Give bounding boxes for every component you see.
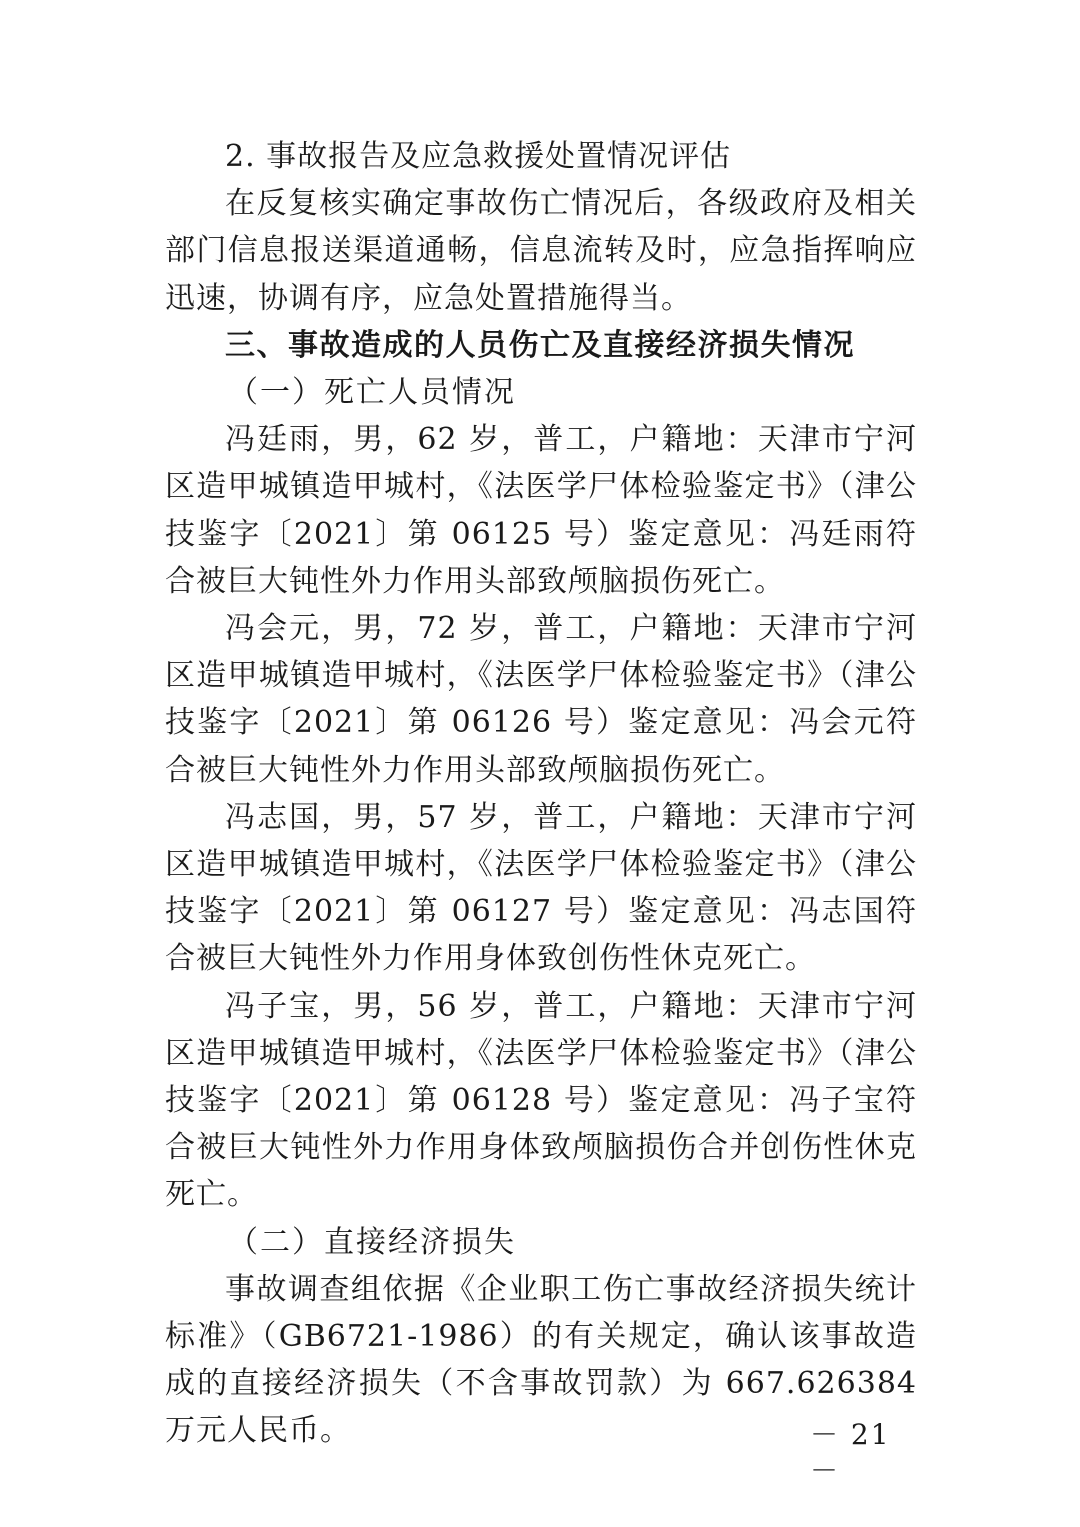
subheading-direct-economic-loss: （二）直接经济损失 bbox=[228, 1224, 516, 1260]
paragraph-victim-feng-huiyuan: 冯会元，男，72 岁，普工，户籍地：天津市宁河区造甲城镇造甲城村，《法医学尸体检验鉴定书》（津公技鉴字〔2021〕第 06126 号）鉴定意见：冯会元符合被巨大钝性外力作用头部致颅脑损伤死亡。 bbox=[165, 611, 917, 788]
section-heading-emergency-assessment: 2. 事故报告及应急救援处置情况评估 bbox=[225, 139, 732, 174]
document-body bbox=[165, 133, 917, 1455]
section-heading-casualties-losses: 三、事故造成的人员伤亡及直接经济损失情况 bbox=[225, 327, 855, 363]
subheading-deceased: （一）死亡人员情况 bbox=[228, 375, 516, 411]
paragraph-emergency-response: 在反复核实确定事故伤亡情况后，各级政府及相关部门信息报送渠道通畅，信息流转及时，应急指挥响应迅速，协调有序，应急处置措施得当。 bbox=[165, 186, 917, 316]
paragraph-victim-feng-zhiguo: 冯志国，男，57 岁，普工，户籍地：天津市宁河区造甲城镇造甲城村，《法医学尸体检验鉴定书》（津公技鉴字〔2021〕第 06127 号）鉴定意见：冯志国符合被巨大钝性外力作用身体致创伤性休克死亡。 bbox=[165, 799, 917, 977]
paragraph-victim-feng-tingyu: 冯廷雨，男，62 岁，普工，户籍地：天津市宁河区造甲城镇造甲城村，《法医学尸体检验鉴定书》（津公技鉴字〔2021〕第 06125 号）鉴定意见：冯廷雨符合被巨大钝性外力作用头部致颅脑损伤死亡。 bbox=[165, 422, 917, 599]
page-number: － 21 － bbox=[810, 1418, 891, 1487]
paragraph-victim-feng-zibao: 冯子宝，男，56 岁，普工，户籍地：天津市宁河区造甲城镇造甲城村，《法医学尸体检验鉴定书》（津公技鉴字〔2021〕第 06128 号）鉴定意见：冯子宝符合被巨大钝性外力作用身体致颅脑损伤合并创伤性休克死亡。 bbox=[165, 988, 917, 1213]
paragraph-economic-loss: 事故调查组依据《企业职工伤亡事故经济损失统计标准》（GB6721-1986）的有关规定，确认该事故造成的直接经济损失（不含事故罚款）为 667.626384 万元人民币。 bbox=[165, 1271, 917, 1449]
